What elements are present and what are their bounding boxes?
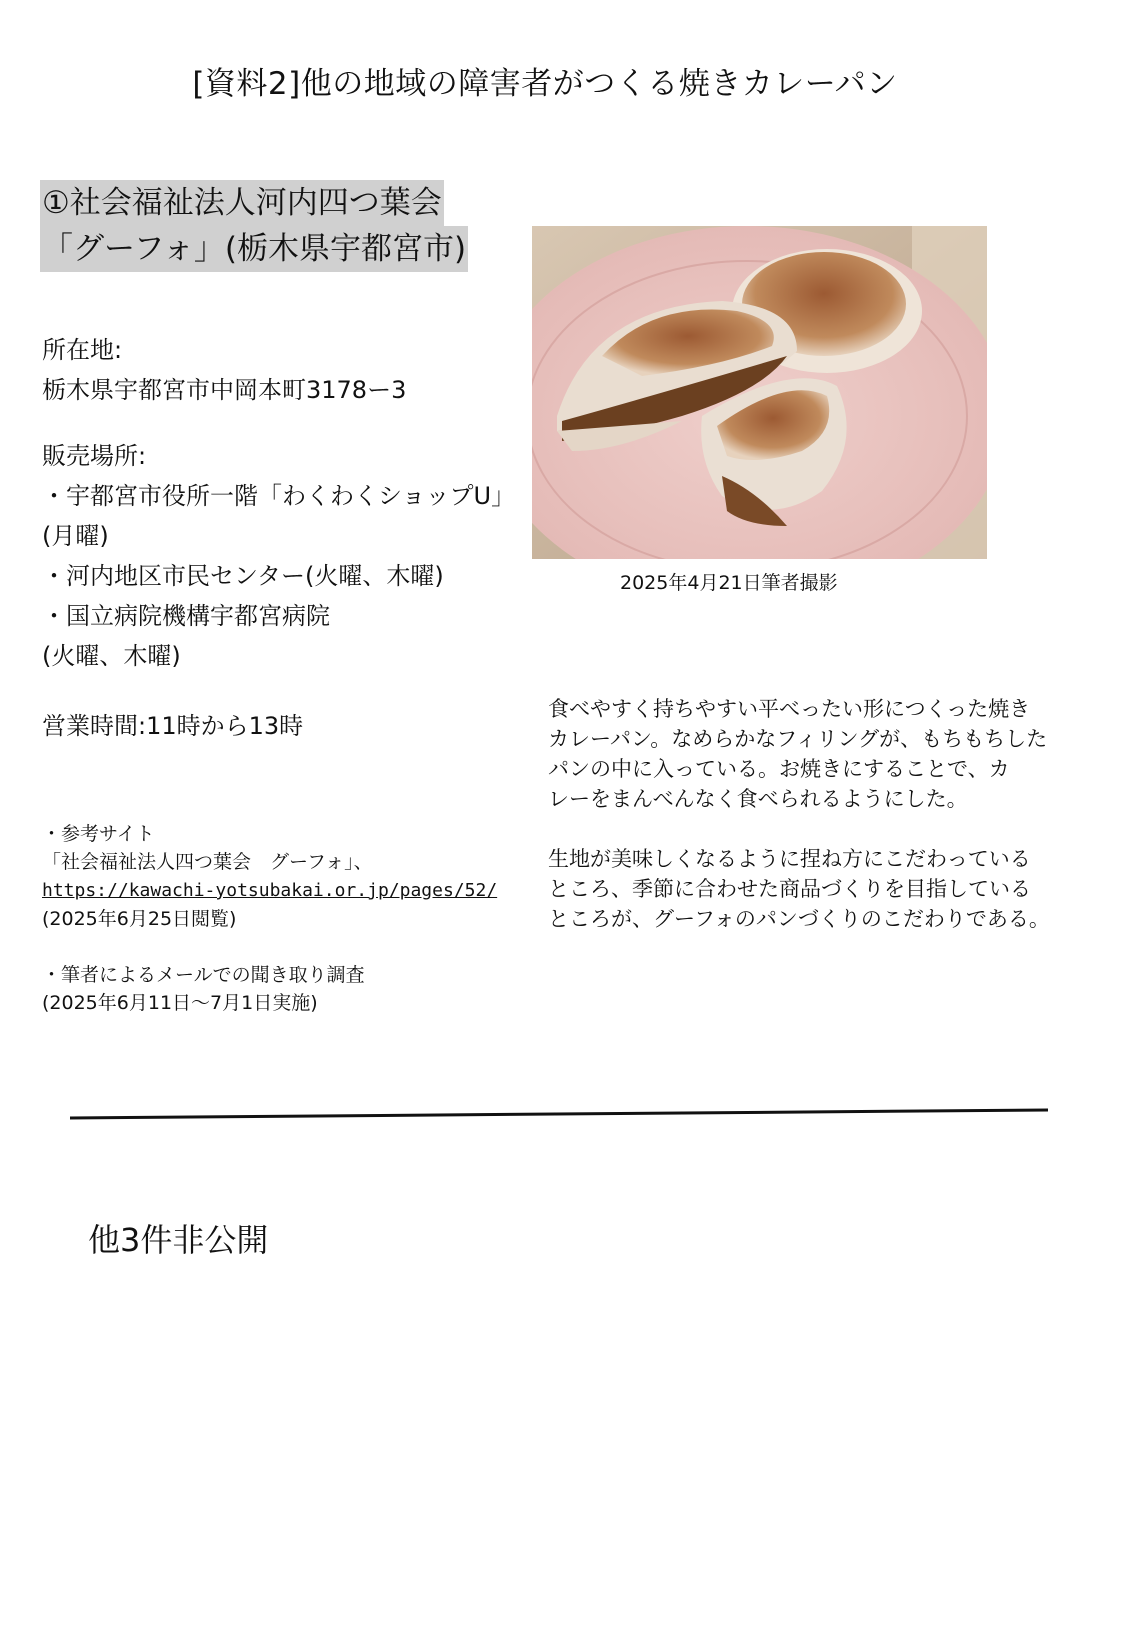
sales-location: ・国立病院機構宇都宮病院 [42, 602, 330, 630]
photo-caption: 2025年4月21日筆者撮影 [620, 572, 838, 594]
reference-access-date: (2025年6月25日閲覧) [42, 908, 237, 930]
others-note: 他3件非公開 [88, 1221, 269, 1259]
description-line: パンの中に入っている。お焼きにすることで、カ [548, 757, 1010, 781]
interview-label: ・筆者によるメールでの聞き取り調査 [42, 964, 365, 986]
reference-link[interactable]: https://kawachi-yotsubakai.or.jp/pages/52/ [42, 880, 498, 901]
description-line: 食べやすく持ちやすい平べったい形につくった焼き [548, 697, 1031, 721]
sales-location: ・宇都宮市役所一階「わくわくショップU」 [42, 482, 516, 510]
organization-shop-name: 「グーフォ」(栃木県宇都宮市) [40, 226, 468, 272]
reference-label: ・参考サイト [42, 823, 155, 845]
business-hours: 営業時間:11時から13時 [42, 712, 304, 740]
sales-location: (月曜) [42, 522, 109, 550]
description-line: ところ、季節に合わせた商品づくりを目指している [548, 877, 1031, 901]
description-line: 生地が美味しくなるように捏ね方にこだわっている [548, 847, 1031, 871]
sales-label: 販売場所: [42, 442, 147, 470]
sales-location: (火曜、木曜) [42, 642, 181, 670]
page-title: [資料2]他の地域の障害者がつくる焼きカレーパン [192, 66, 898, 102]
interview-date: (2025年6月11日～7月1日実施) [42, 992, 318, 1014]
description-line: レーをまんべんなく食べられるようにした。 [548, 787, 968, 811]
description-line: ところが、グーフォのパンづくりのこだわりである。 [548, 907, 1050, 931]
reference-site-name: 「社会福祉法人四つ葉会 グーフォ」、 [42, 851, 373, 873]
address-label: 所在地: [42, 336, 123, 364]
sales-location: ・河内地区市民センター(火曜、木曜) [42, 562, 444, 590]
description-line: カレーパン。なめらかなフィリングが、もちもちした [548, 727, 1048, 751]
address-value: 栃木県宇都宮市中岡本町3178ー3 [42, 376, 407, 404]
organization-name: ①社会福祉法人河内四つ葉会 [40, 180, 444, 226]
